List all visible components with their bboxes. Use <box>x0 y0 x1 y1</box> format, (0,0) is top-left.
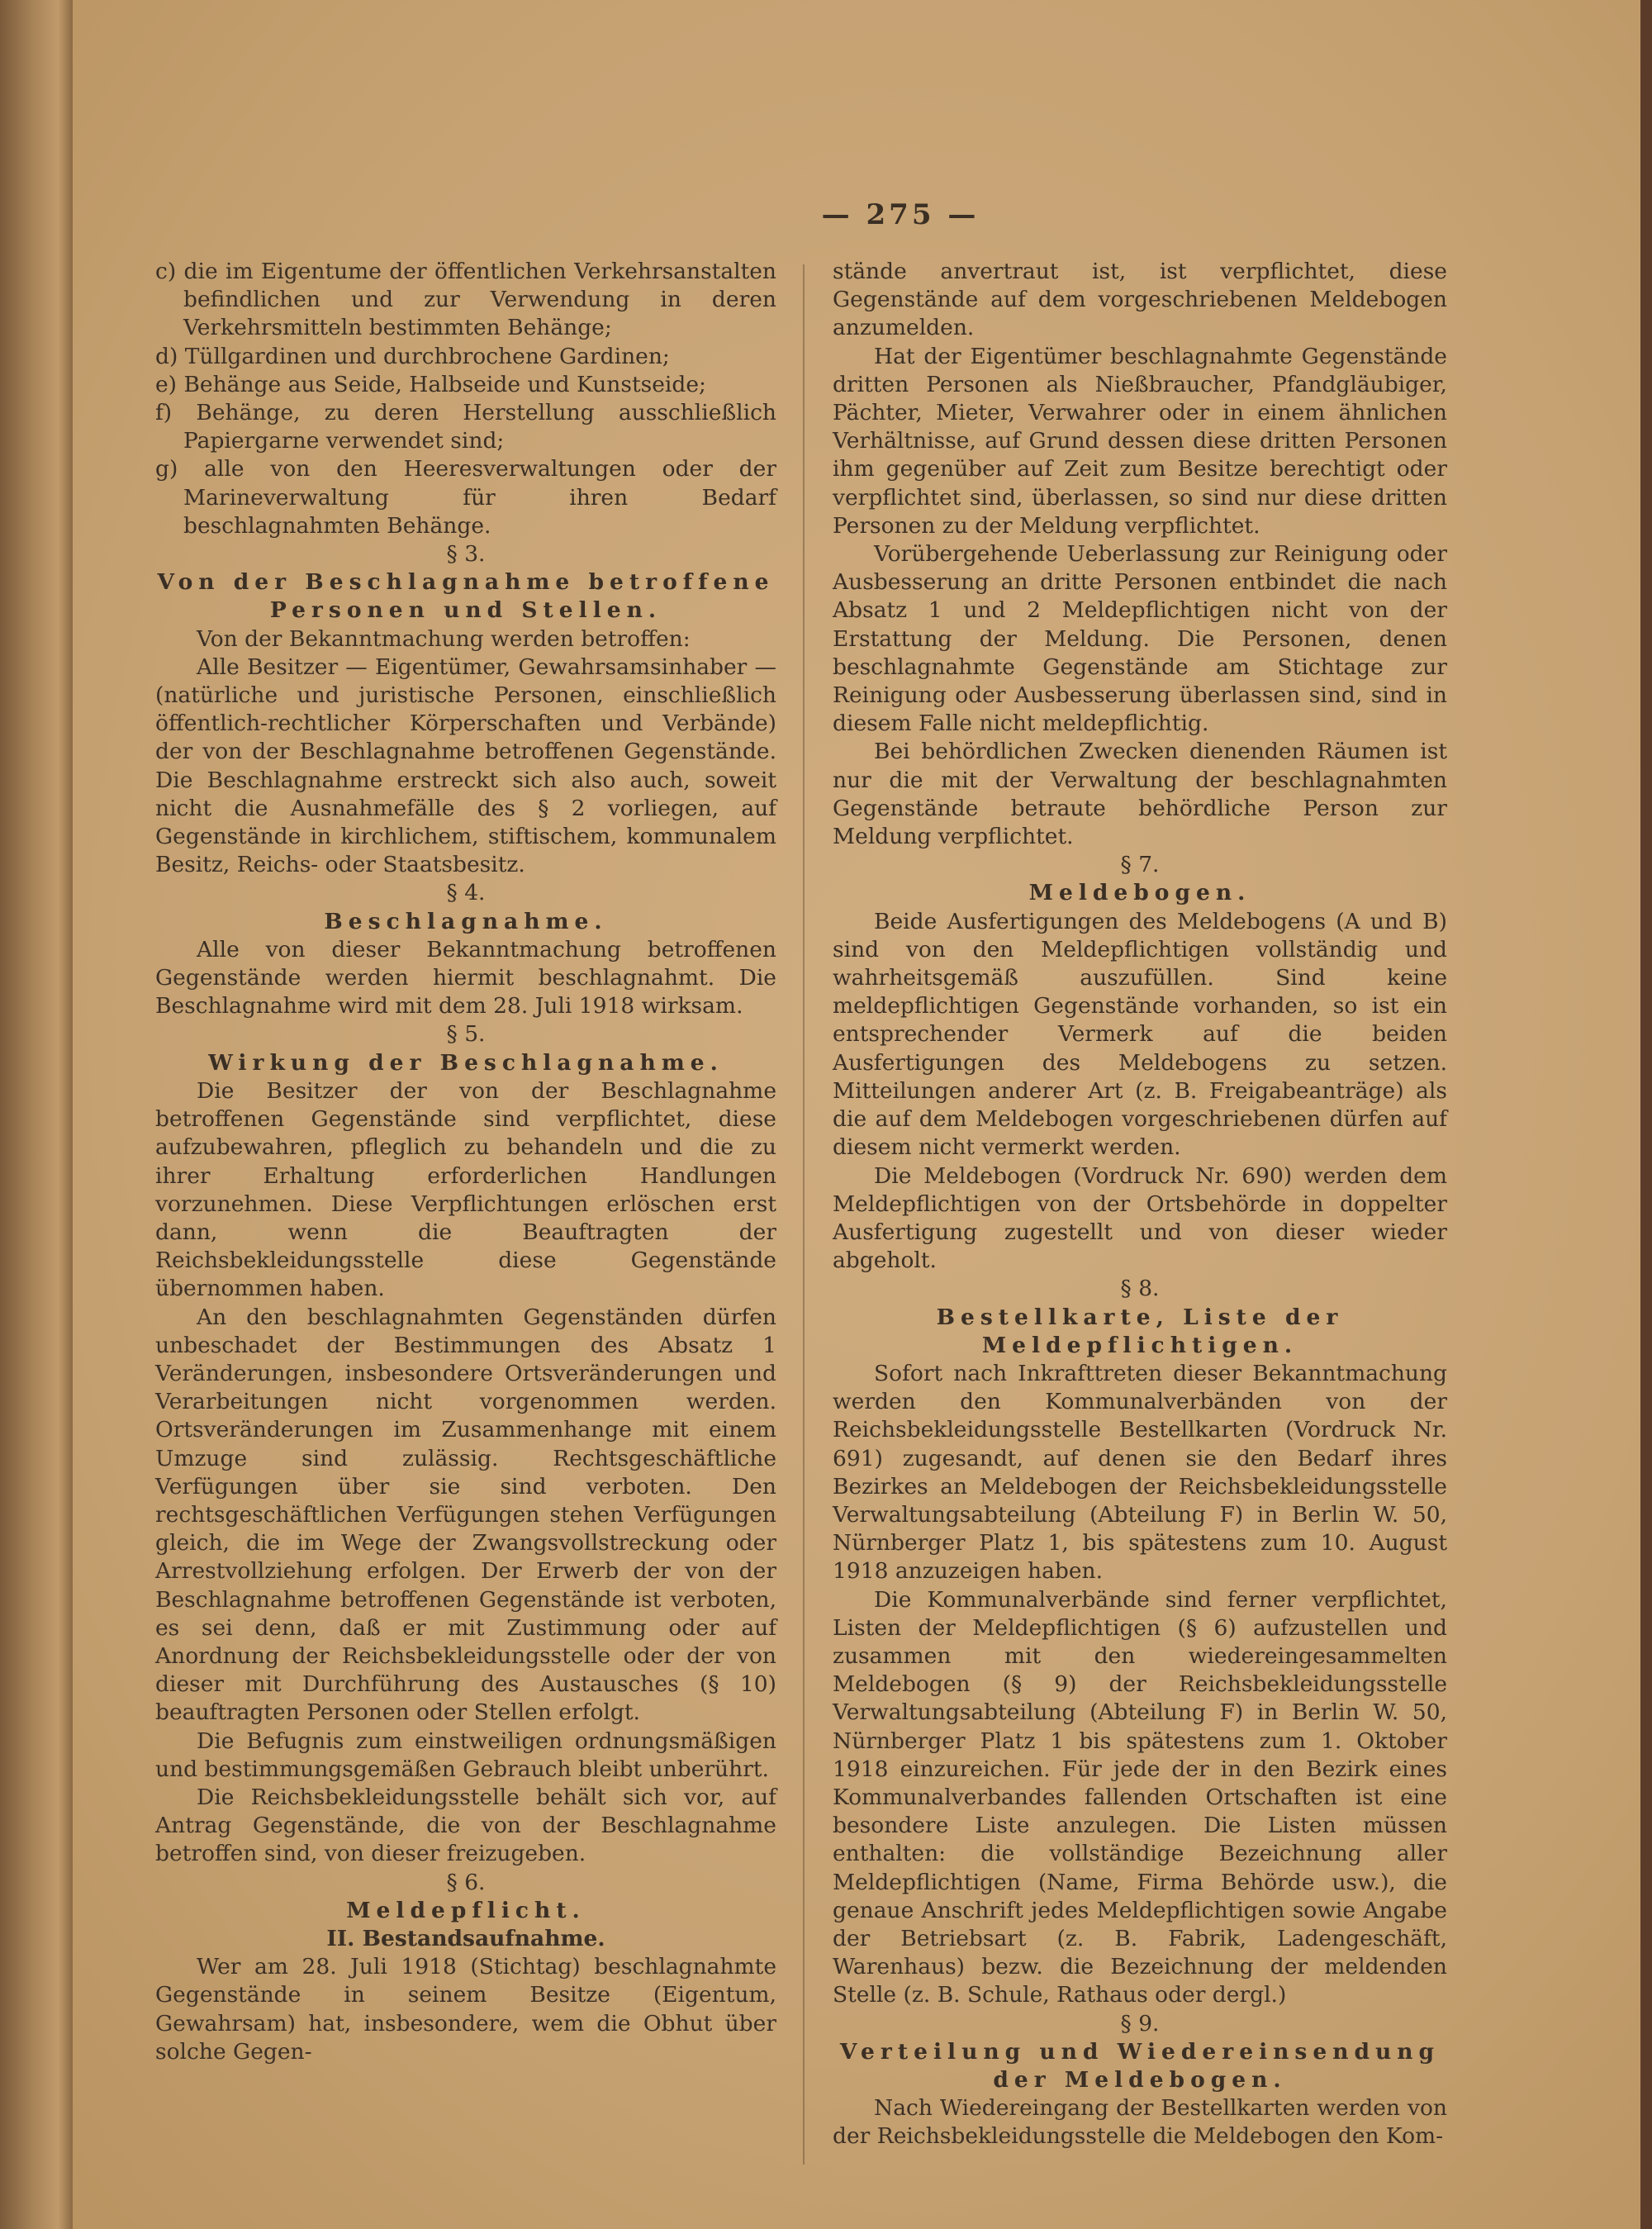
book-binding-right <box>1640 0 1652 2229</box>
paragraph: An den beschlagnahmten Gegenständen dürfen unbeschadet der Bestimmungen des Absatz 1 Veränderungen, insbesondere Ortsveränderungen und Verarbeitungen nicht vorgenommen werden. Ortsveränderungen im Zusammenhange mit einem Umzuge sind zulässig. Rechtsgeschäftliche Verfügungen über sie sind verboten. Den rechtsgeschäftlichen Verfügungen stehen Verfügungen gleich, die im Wege der Zwangsvollstreckung oder Arrestvollziehung erfolgen. Der Erwerb der von der Beschlagnahme betroffenen Gegenstände ist verboten, es sei denn, daß er mit Zustimmung oder auf Anordnung der Reichsbekleidungsstelle oder der von dieser mit Durchführung des Austausches (§ 10) beauftragten Personen oder Stellen erfolgt. <box>155 1304 776 1726</box>
section-title: Meldebogen. <box>1028 880 1251 906</box>
section-number: § 8. <box>1120 1276 1160 1302</box>
paragraph: Hat der Eigentümer beschlagnahmte Gegenstände dritten Personen als Nießbraucher, Pfandgläubiger, Pächter, Mieter, Verwahrer oder in einem ähnlichen Verhältnisse, auf Grund dessen diese dritten Personen ihm gegenüber auf Zeit zum Besitze berechtigt oder verpflichtet sind, überlassen, so sind nur diese dritten Personen zu der Meldung verpflichtet. <box>833 343 1447 539</box>
section-number: § 6. <box>446 1869 486 1895</box>
paragraph: Die Kommunalverbände sind ferner verpflichtet, Listen der Meldepflichtigen (§ 6) aufzustellen und zusammen mit den wiedereingesammelten Meldebogen (§ 9) der Reichsbekleidungsstelle Verwaltungsabteilung (Abteilung F) in Berlin W. 50, Nürnberger Platz 1 bis spätestens zum 1. Oktober 1918 einzureichen. Für jede der in den Bezirk eines Kommunalverbandes fallenden Ortschaften ist eine besondere Liste anzulegen. Die Listen müssen enthalten: die vollständige Bezeichnung aller Meldepflichtigen (Name, Firma Behörde usw.), die genaue Anschrift jedes Meldepflichtigen sowie Angabe der Betriebsart (z. B. Fabrik, Ladengeschäft, Warenhaus) bezw. die Bezeichnung der meldenden Stelle (z. B. Schule, Rathaus oder dergl.) <box>833 1586 1447 2008</box>
book-binding-left <box>0 0 73 2229</box>
section-title: Verteilung und Wiedereinsendung der Meldebogen. <box>839 2038 1441 2093</box>
list-item: f) Behänge, zu deren Herstellung ausschließlich Papiergarne verwendet sind; <box>155 400 776 454</box>
paragraph: Alle von dieser Bekanntmachung betroffenen Gegenstände werden hiermit beschlagnahmt. Die Beschlagnahme wird mit dem 28. Juli 1918 wirksam. <box>155 936 776 1019</box>
section-title: Wirkung der Beschlagnahme. <box>208 1049 724 1076</box>
paragraph: Sofort nach Inkrafttreten dieser Bekanntmachung werden den Kommunalverbänden von der Reichsbekleidungsstelle Bestellkarten (Vordruck Nr. 691) zugesandt, auf denen sie den Bedarf ihres Bezirkes an Meldebogen der Reichsbekleidungsstelle Verwaltungsabteilung (Abteilung F) in Berlin W. 50, Nürnberger Platz 1, bis spätestens zum 10. August 1918 anzuzeigen haben. <box>833 1360 1447 1585</box>
paragraph: Wer am 28. Juli 1918 (Stichtag) beschlagnahmte Gegenstände in seinem Besitze (Eigentum, Gewahrsam) hat, insbesondere, wem die Obhut über solche Gegen- <box>155 1954 776 2065</box>
section-number: § 7. <box>1120 852 1160 878</box>
paragraph: Die Meldebogen (Vordruck Nr. 690) werden dem Meldepflichtigen von der Ortsbehörde in doppelter Ausfertigung zugestellt und von dieser wieder abgeholt. <box>833 1162 1447 1274</box>
paragraph: Bei behördlichen Zwecken dienenden Räumen ist nur die mit der Verwaltung der beschlagnahmten Gegenstände betraute behördliche Person zur Meldung verpflichtet. <box>833 739 1447 850</box>
section-number: § 9. <box>1120 2010 1160 2037</box>
section-number: § 5. <box>446 1021 486 1048</box>
paragraph: Die Reichsbekleidungsstelle behält sich vor, auf Antrag Gegenstände, die von der Beschlagnahme betroffen sind, von dieser freizugeben. <box>155 1784 776 1867</box>
section-number: § 3. <box>446 541 486 568</box>
paragraph: Vorübergehende Ueberlassung zur Reinigung oder Ausbesserung an dritte Personen entbindet die nach Absatz 1 und 2 Meldepflichtigen nicht von der Erstattung der Meldung. Die Personen, denen beschlagnahmte Gegenstände am Stichtage zur Reinigung oder Ausbesserung überlassen sind, sind in diesem Falle nicht meldepflichtig. <box>833 541 1447 737</box>
paragraph: Beide Ausfertigungen des Meldebogens (A und B) sind von den Meldepflichtigen vollständig und wahrheitsgemäß auszufüllen. Sind keine meldepflichtigen Gegenstände vorhanden, so ist ein entsprechender Vermerk auf die beiden Ausfertigungen des Meldebogens zu setzen. Mitteilungen anderer Art (z. B. Freigabeanträge) als die auf dem Meldebogen vorgeschriebenen dürfen auf diesem nicht vermerkt werden. <box>833 908 1447 1161</box>
paragraph-continuation: stände anvertraut ist, ist verpflichtet, diese Gegenstände auf dem vorgeschriebenen Meldebogen anzumelden. <box>833 259 1447 341</box>
left-column <box>155 258 776 2066</box>
section-title: Meldepflicht. <box>346 1897 586 1923</box>
paragraph: Nach Wiedereingang der Bestellkarten werden von der Reichsbekleidungsstelle die Meldebogen den Kom- <box>833 2095 1447 2150</box>
right-column <box>833 258 1447 2151</box>
list-item: g) alle von den Heeresverwaltungen oder der Marineverwaltung für ihren Bedarf beschlagnahmten Behänge. <box>155 456 776 539</box>
section-title: Bestellkarte, Liste der Meldepflichtigen. <box>936 1304 1344 1358</box>
section-number: § 4. <box>446 880 486 906</box>
section-title: Von der Beschlagnahme betroffene Personen und Stellen. <box>157 569 775 624</box>
page-number: — 275 — <box>821 198 980 231</box>
paragraph: Die Befugnis zum einstweiligen ordnungsmäßigen und bestimmungsgemäßen Gebrauch bleibt unberührt. <box>155 1728 776 1782</box>
section-title: Beschlagnahme. <box>324 908 608 934</box>
paragraph: Die Besitzer der von der Beschlagnahme betroffenen Gegenstände sind verpflichtet, diese aufzubewahren, pfleglich zu behandeln und die zu ihrer Erhaltung erforderlichen Handlungen vorzunehmen. Diese Verpflichtungen erlöschen erst dann, wenn die Beauftragten der Reichsbekleidungsstelle diese Gegenstände übernommen haben. <box>155 1077 776 1302</box>
list-item: e) Behänge aus Seide, Halbseide und Kunstseide; <box>155 371 706 397</box>
section-subtitle: II. Bestandsaufnahme. <box>326 1925 605 1951</box>
list-item: c) die im Eigentume der öffentlichen Verkehrsanstalten befindlichen und zur Verwendung in deren Verkehrsmitteln bestimmten Behänge; <box>155 259 776 341</box>
list-item: d) Tüllgardinen und durchbrochene Gardinen; <box>155 343 670 369</box>
paragraph: Alle Besitzer — Eigentümer, Gewahrsamsinhaber — (natürliche und juristische Personen, einschließlich öffentlich-rechtlicher Körperschaften und Verbände) der von der Beschlagnahme betroffenen Gegenstände. Die Beschlagnahme erstreckt sich also auch, soweit nicht die Ausnahmefälle des § 2 vorliegen, auf Gegenstände in kirchlichem, stiftischem, kommunalem Besitz, Reichs- oder Staatsbesitz. <box>155 653 776 878</box>
column-divider <box>803 264 805 2165</box>
paragraph: Von der Bekanntmachung werden betroffen: <box>197 625 691 652</box>
